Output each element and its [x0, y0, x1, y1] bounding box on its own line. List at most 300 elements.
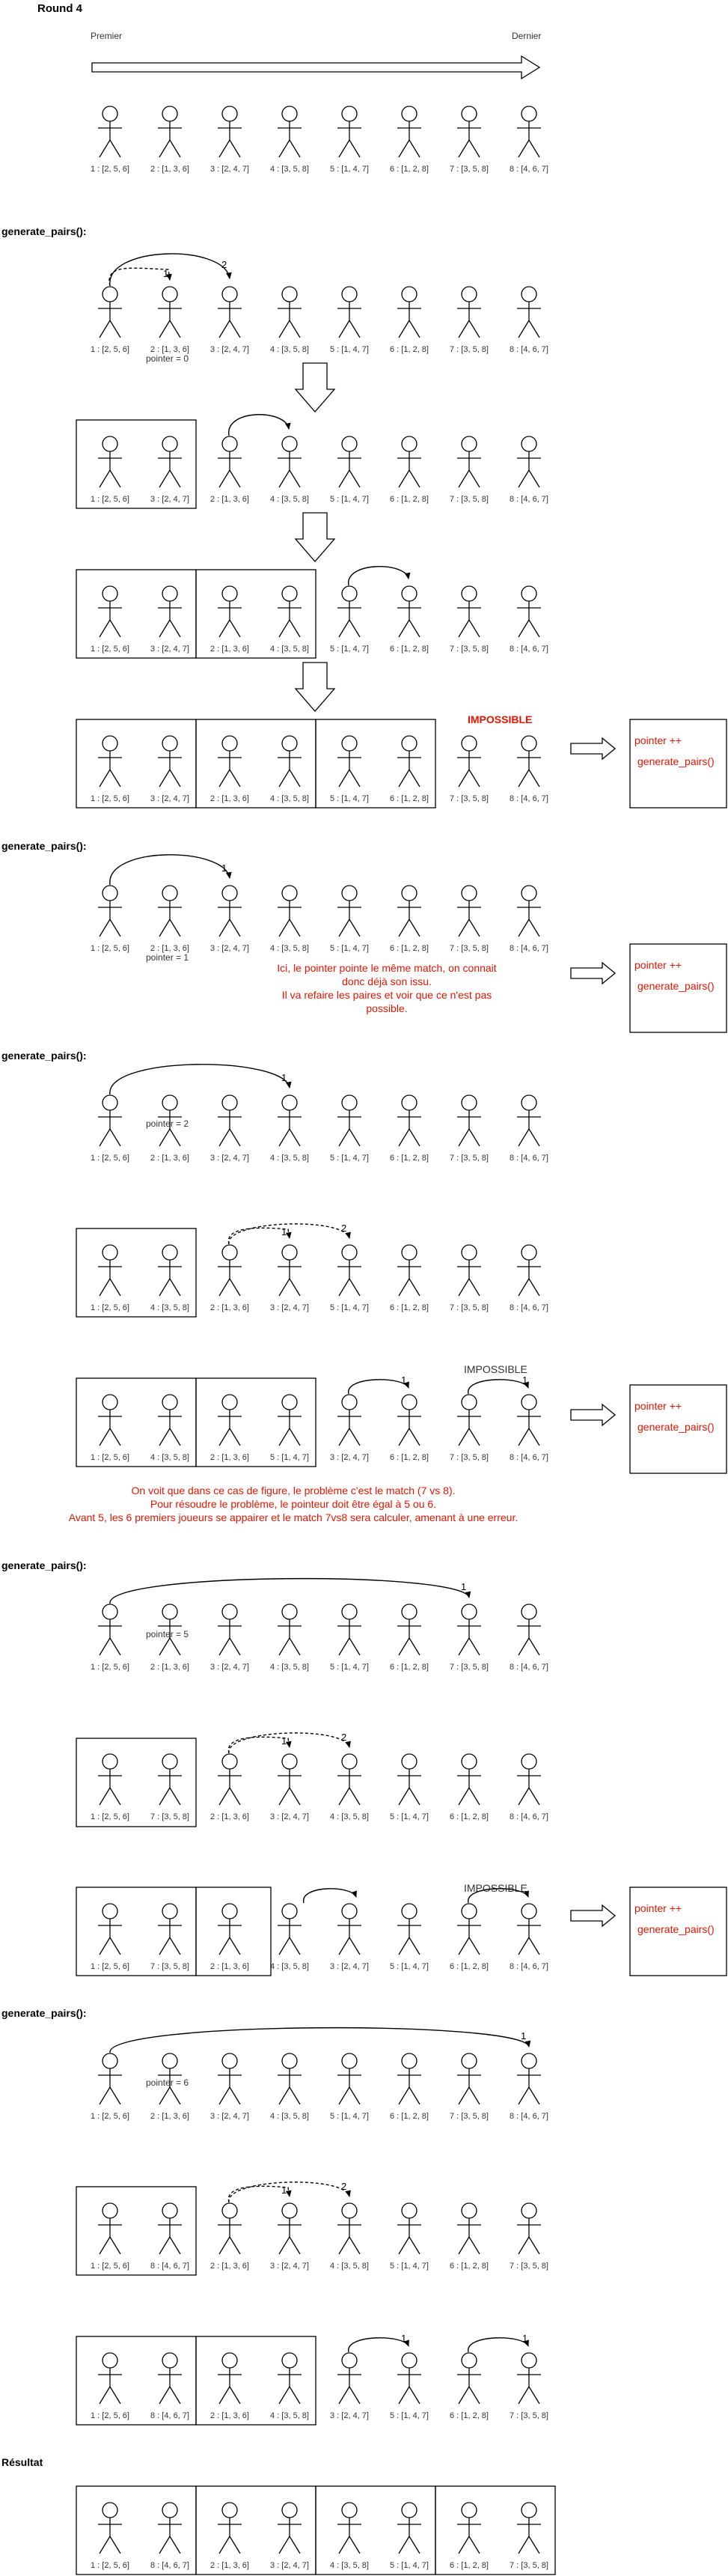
player-label: 8 : [4, 6, 7]: [510, 2112, 548, 2121]
figure-head: [162, 1754, 177, 1769]
figure-head: [282, 2353, 297, 2368]
figure-legs: [519, 620, 539, 637]
player-figure: [210, 586, 249, 654]
figure-head: [402, 586, 417, 601]
figure-legs: [519, 470, 539, 487]
player-label: 4 : [3, 5, 8]: [330, 2561, 369, 2570]
figure-head: [342, 736, 357, 751]
figure-legs: [100, 2387, 120, 2404]
player-figure: [210, 2503, 249, 2570]
flow-down-arrow: [296, 513, 334, 561]
player-label: 5 : [1, 4, 7]: [390, 2411, 429, 2420]
player-label: 2 : [1, 3, 6]: [210, 1962, 249, 1971]
figure-legs: [279, 2387, 300, 2404]
figure-head: [521, 1395, 536, 1410]
player-label: 2 : [1, 3, 6]: [210, 495, 249, 504]
player-label: 7 : [3, 5, 8]: [510, 2262, 548, 2271]
figure-legs: [279, 620, 300, 637]
player-label: 8 : [4, 6, 7]: [510, 944, 548, 953]
player-figure: [450, 1095, 489, 1163]
figure-legs: [100, 919, 120, 937]
arc-number: 2: [341, 2181, 347, 2192]
player-label: 6 : [1, 2, 8]: [390, 944, 429, 953]
figure-legs: [399, 620, 420, 637]
figure-head: [162, 586, 177, 601]
player-figure: [150, 886, 189, 953]
figure-head: [342, 2053, 357, 2068]
figure-head: [342, 2203, 357, 2218]
player-figure: [150, 586, 189, 654]
player-label: 6 : [1, 2, 8]: [390, 165, 429, 174]
figure-legs: [279, 2087, 300, 2104]
player-label: 3 : [2, 4, 7]: [270, 1303, 309, 1312]
player-figure: [330, 586, 369, 654]
figure-head: [282, 1395, 297, 1410]
figure-head: [222, 886, 237, 901]
player-figure: [270, 886, 309, 953]
action-generate-pairs: generate_pairs(): [637, 1421, 715, 1433]
flow-right-arrow: [571, 1404, 615, 1425]
player-label: 7 : [3, 5, 8]: [150, 1812, 189, 1821]
figure-legs: [519, 2387, 539, 2404]
figure-head: [103, 1095, 117, 1110]
figure-legs: [519, 1279, 539, 1296]
player-figure: [390, 2503, 429, 2570]
player-figure: [330, 886, 369, 953]
player-figure: [450, 2503, 489, 2570]
player-figure: [510, 1904, 548, 1971]
player-label: 4 : [3, 5, 8]: [330, 2262, 369, 2271]
player-figure: [330, 287, 369, 354]
arc-number: 1: [281, 1226, 287, 1237]
figure-legs: [519, 919, 539, 937]
player-label: 3 : [2, 4, 7]: [210, 345, 249, 354]
figure-head: [282, 1904, 297, 1919]
figure-head: [103, 106, 117, 121]
figure-legs: [219, 470, 240, 487]
figure-legs: [279, 470, 300, 487]
figure-head: [282, 2203, 297, 2218]
flow-down-arrow: [296, 363, 334, 412]
figure-head: [222, 1604, 237, 1619]
player-label: 2 : [1, 3, 6]: [210, 1453, 249, 1462]
figure-legs: [219, 620, 240, 637]
figure-head: [222, 736, 237, 751]
figure-head: [103, 2503, 117, 2518]
player-figure: [450, 436, 489, 504]
figure-head: [282, 736, 297, 751]
figure-legs: [339, 1129, 360, 1146]
figure-legs: [100, 1428, 120, 1446]
flow-right-arrow: [571, 1905, 615, 1926]
figure-legs: [459, 1279, 480, 1296]
player-label: 8 : [4, 6, 7]: [510, 794, 548, 803]
figure-head: [282, 1604, 297, 1619]
player-label: 4 : [3, 5, 8]: [330, 1812, 369, 1821]
figure-legs: [339, 1428, 360, 1446]
player-figure: [91, 1754, 129, 1821]
player-label: 6 : [1, 2, 8]: [390, 1154, 429, 1163]
pointer-label: pointer = 5: [146, 1629, 189, 1639]
player-label: 3 : [2, 4, 7]: [210, 2112, 249, 2121]
figure-legs: [519, 1937, 539, 1955]
figure-legs: [399, 1638, 420, 1655]
figure-head: [402, 2053, 417, 2068]
player-label: 6 : [1, 2, 8]: [390, 345, 429, 354]
player-figure: [390, 1095, 429, 1163]
figure-legs: [100, 2536, 120, 2554]
figure-head: [162, 2203, 177, 2218]
player-label: 5 : [1, 4, 7]: [330, 944, 369, 953]
figure-head: [162, 1245, 177, 1260]
player-label: 5 : [1, 4, 7]: [330, 165, 369, 174]
figure-head: [222, 287, 237, 302]
arc-number: 1: [163, 268, 169, 279]
figure-head: [162, 436, 177, 451]
player-label: 2 : [1, 3, 6]: [210, 2262, 249, 2271]
player-label: 7 : [3, 5, 8]: [450, 345, 489, 354]
pointer-label: pointer = 0: [146, 353, 189, 364]
figure-legs: [159, 320, 180, 338]
player-label: 8 : [4, 6, 7]: [510, 1154, 548, 1163]
player-figure: [390, 287, 429, 354]
figure-head: [402, 106, 417, 121]
player-label: 4 : [3, 5, 8]: [270, 1962, 309, 1971]
player-figure: [91, 2503, 129, 2570]
player-label: 7 : [3, 5, 8]: [510, 2561, 548, 2570]
player-figure: [510, 586, 548, 654]
figure-head: [342, 1604, 357, 1619]
player-label: 2 : [1, 3, 6]: [210, 2411, 249, 2420]
player-label: 7 : [3, 5, 8]: [510, 2411, 548, 2420]
figure-head: [462, 436, 477, 451]
figure-legs: [159, 2536, 180, 2554]
player-label: 8 : [4, 6, 7]: [510, 1663, 548, 1672]
player-label: 5 : [1, 4, 7]: [330, 495, 369, 504]
figure-legs: [279, 320, 300, 338]
impossible-label: IMPOSSIBLE: [464, 1363, 527, 1375]
figure-head: [521, 886, 536, 901]
figure-legs: [399, 1788, 420, 1805]
note-line: possible.: [366, 1002, 408, 1014]
player-label: 2 : [1, 3, 6]: [150, 165, 189, 174]
player-label: 8 : [4, 6, 7]: [150, 2561, 189, 2570]
player-label: 7 : [3, 5, 8]: [450, 1663, 489, 1672]
player-label: 8 : [4, 6, 7]: [150, 2411, 189, 2420]
player-label: 2 : [1, 3, 6]: [150, 1663, 189, 1672]
figure-legs: [100, 1279, 120, 1296]
player-figure: [450, 106, 489, 174]
figure-head: [521, 2353, 536, 2368]
player-figure: [270, 2503, 309, 2570]
figure-legs: [219, 2536, 240, 2554]
player-figure: [450, 2203, 489, 2271]
figure-head: [402, 2503, 417, 2518]
player-figure: [450, 586, 489, 654]
player-figure: [210, 2353, 249, 2420]
figure-head: [402, 436, 417, 451]
player-figure: [270, 1604, 309, 1672]
figure-head: [103, 287, 117, 302]
player-label: 4 : [3, 5, 8]: [150, 1303, 189, 1312]
player-figure: [210, 106, 249, 174]
player-label: 5 : [1, 4, 7]: [330, 1663, 369, 1672]
figure-head: [162, 1395, 177, 1410]
figure-legs: [219, 770, 240, 787]
figure-head: [222, 1754, 237, 1769]
figure-head: [462, 886, 477, 901]
player-figure: [330, 2503, 369, 2570]
figure-legs: [279, 1937, 300, 1955]
player-figure: [510, 2053, 548, 2121]
figure-head: [402, 1395, 417, 1410]
figure-head: [342, 586, 357, 601]
figure-legs: [339, 2237, 360, 2254]
player-figure: [390, 886, 429, 953]
player-figure: [270, 2353, 309, 2420]
figure-head: [342, 2503, 357, 2518]
arc-number: 1: [401, 2333, 407, 2344]
player-figure: [210, 1604, 249, 1672]
action-pointer-increment: pointer ++: [634, 959, 682, 971]
player-figure: [150, 106, 189, 174]
player-figure: [390, 2203, 429, 2271]
figure-head: [462, 586, 477, 601]
player-figure: [91, 886, 129, 953]
player-label: 1 : [2, 5, 6]: [91, 1154, 129, 1163]
player-figure: [330, 736, 369, 803]
figure-head: [162, 2053, 177, 2068]
figure-legs: [339, 770, 360, 787]
figure-legs: [459, 470, 480, 487]
pair-arc-dashed: [228, 1737, 290, 1753]
figure-head: [103, 1395, 117, 1410]
arc-number: 2: [341, 1732, 347, 1743]
figure-head: [402, 1904, 417, 1919]
figure-legs: [159, 1638, 180, 1655]
pair-arc: [349, 2338, 409, 2352]
player-label: 4 : [3, 5, 8]: [270, 944, 309, 953]
player-label: 1 : [2, 5, 6]: [91, 345, 129, 354]
figure-head: [402, 1245, 417, 1260]
action-pointer-increment: pointer ++: [634, 1400, 682, 1412]
figure-head: [402, 1604, 417, 1619]
player-figure: [150, 1095, 189, 1163]
figure-legs: [459, 2387, 480, 2404]
result-heading: Résultat: [1, 2456, 43, 2468]
player-label: 7 : [3, 5, 8]: [450, 1154, 489, 1163]
player-figure: [210, 886, 249, 953]
impossible-label: IMPOSSIBLE: [468, 713, 533, 725]
figure-head: [162, 2503, 177, 2518]
player-label: 7 : [3, 5, 8]: [450, 2112, 489, 2121]
figure-head: [402, 1095, 417, 1110]
pair-arc: [110, 254, 230, 286]
pointer-label: pointer = 2: [146, 1118, 189, 1129]
player-label: 2 : [1, 3, 6]: [150, 1154, 189, 1163]
player-figure: [91, 1245, 129, 1312]
action-pointer-increment: pointer ++: [634, 734, 682, 746]
note-line: Avant 5, les 6 premiers joueurs se appairer et le match 7vs8 sera calculer, amenant à une erreur.: [68, 1511, 519, 1523]
player-figure: [270, 1754, 309, 1821]
figure-head: [462, 2503, 477, 2518]
player-figure: [150, 1904, 189, 1971]
player-figure: [91, 106, 129, 174]
player-label: 8 : [4, 6, 7]: [510, 1453, 548, 1462]
pair-arc: [349, 1380, 409, 1394]
figure-head: [222, 2353, 237, 2368]
player-figure: [390, 1245, 429, 1312]
last-label: Dernier: [512, 31, 542, 41]
player-label: 5 : [1, 4, 7]: [330, 645, 369, 654]
pair-arc: [110, 2028, 529, 2053]
figure-legs: [399, 1129, 420, 1146]
figure-head: [402, 886, 417, 901]
player-label: 4 : [3, 5, 8]: [270, 645, 309, 654]
figure-legs: [100, 140, 120, 157]
player-label: 7 : [3, 5, 8]: [150, 1962, 189, 1971]
figure-head: [462, 106, 477, 121]
player-figure: [270, 1095, 309, 1163]
player-figure: [91, 2053, 129, 2121]
note-line: Pour résoudre le problème, le pointeur doit être égal à 5 ou 6.: [150, 1498, 437, 1510]
figure-legs: [159, 1788, 180, 1805]
figure-head: [462, 1904, 477, 1919]
player-label: 5 : [1, 4, 7]: [330, 2112, 369, 2121]
figure-legs: [339, 919, 360, 937]
player-label: 8 : [4, 6, 7]: [150, 2262, 189, 2271]
player-label: 6 : [1, 2, 8]: [450, 1812, 489, 1821]
player-label: 6 : [1, 2, 8]: [450, 2262, 489, 2271]
figure-legs: [279, 1279, 300, 1296]
figure-head: [282, 2503, 297, 2518]
figure-legs: [279, 1788, 300, 1805]
figure-legs: [339, 470, 360, 487]
figure-legs: [519, 1638, 539, 1655]
player-label: 8 : [4, 6, 7]: [510, 1303, 548, 1312]
figure-legs: [279, 770, 300, 787]
player-figure: [330, 1904, 369, 1971]
player-label: 4 : [3, 5, 8]: [150, 1453, 189, 1462]
figure-head: [462, 1095, 477, 1110]
figure-legs: [159, 140, 180, 157]
player-figure: [330, 1095, 369, 1163]
note-line: donc déjà son issu.: [342, 975, 432, 987]
figure-head: [342, 287, 357, 302]
figure-head: [462, 287, 477, 302]
player-label: 2 : [1, 3, 6]: [150, 345, 189, 354]
player-figure: [150, 1395, 189, 1462]
player-figure: [330, 1754, 369, 1821]
figure-legs: [219, 1279, 240, 1296]
player-label: 5 : [1, 4, 7]: [330, 345, 369, 354]
player-figure: [510, 1245, 548, 1312]
player-figure: [150, 2353, 189, 2420]
player-label: 3 : [2, 4, 7]: [270, 1812, 309, 1821]
pair-arc-dashed: [229, 2182, 349, 2202]
figure-legs: [219, 2087, 240, 2104]
player-figure: [510, 287, 548, 354]
player-label: 3 : [2, 4, 7]: [210, 944, 249, 953]
generate-heading: generate_pairs():: [1, 2007, 87, 2019]
figure-legs: [459, 1428, 480, 1446]
player-figure: [210, 436, 249, 504]
player-label: 3 : [2, 4, 7]: [210, 1154, 249, 1163]
figure-legs: [219, 1638, 240, 1655]
figure-head: [103, 1904, 117, 1919]
pair-arc-dashed: [229, 1224, 349, 1244]
figure-legs: [399, 2237, 420, 2254]
player-figure: [510, 1395, 548, 1462]
player-label: 6 : [1, 2, 8]: [390, 1663, 429, 1672]
player-figure: [390, 1604, 429, 1672]
player-label: 5 : [1, 4, 7]: [330, 794, 369, 803]
pair-arc-dashed: [229, 1733, 349, 1753]
player-label: 5 : [1, 4, 7]: [390, 2262, 429, 2271]
figure-legs: [399, 1279, 420, 1296]
player-figure: [270, 1395, 309, 1462]
figure-head: [162, 2353, 177, 2368]
figure-legs: [399, 320, 420, 338]
figure-legs: [100, 2237, 120, 2254]
figure-legs: [159, 1937, 180, 1955]
player-figure: [510, 2503, 548, 2570]
player-label: 1 : [2, 5, 6]: [91, 1663, 129, 1672]
player-figure: [270, 2053, 309, 2121]
arc-number: 1: [281, 1072, 287, 1083]
impossible-label: IMPOSSIBLE: [464, 1882, 527, 1894]
player-figure: [390, 1904, 429, 1971]
pair-arc: [110, 1579, 469, 1604]
player-figure: [91, 287, 129, 354]
figure-head: [521, 1245, 536, 1260]
player-label: 7 : [3, 5, 8]: [450, 794, 489, 803]
figure-head: [282, 1754, 297, 1769]
player-figure: [510, 1095, 548, 1163]
figure-legs: [219, 1129, 240, 1146]
figure-legs: [100, 1788, 120, 1805]
figure-legs: [519, 140, 539, 157]
pointer-label: pointer = 6: [146, 2077, 189, 2088]
player-label: 5 : [1, 4, 7]: [330, 1154, 369, 1163]
player-figure: [91, 436, 129, 504]
figure-legs: [459, 2237, 480, 2254]
figure-head: [162, 886, 177, 901]
player-figure: [390, 1754, 429, 1821]
player-figure: [390, 2353, 429, 2420]
player-figure: [450, 2353, 489, 2420]
figure-head: [342, 436, 357, 451]
pair-arc-dashed: [228, 2186, 290, 2202]
figure-legs: [459, 620, 480, 637]
figure-legs: [100, 320, 120, 338]
figure-head: [521, 1904, 536, 1919]
figure-legs: [519, 770, 539, 787]
figure-head: [222, 1395, 237, 1410]
figure-head: [342, 2353, 357, 2368]
flow-right-arrow: [571, 738, 615, 759]
figure-legs: [519, 320, 539, 338]
figure-head: [521, 2503, 536, 2518]
player-label: 1 : [2, 5, 6]: [91, 2262, 129, 2271]
figure-legs: [519, 1428, 539, 1446]
player-figure: [330, 1395, 369, 1462]
figure-legs: [399, 2536, 420, 2554]
player-figure: [210, 287, 249, 354]
player-figure: [270, 586, 309, 654]
arc-number: 1: [522, 1374, 528, 1386]
note-pointer2: [69, 1485, 519, 1523]
